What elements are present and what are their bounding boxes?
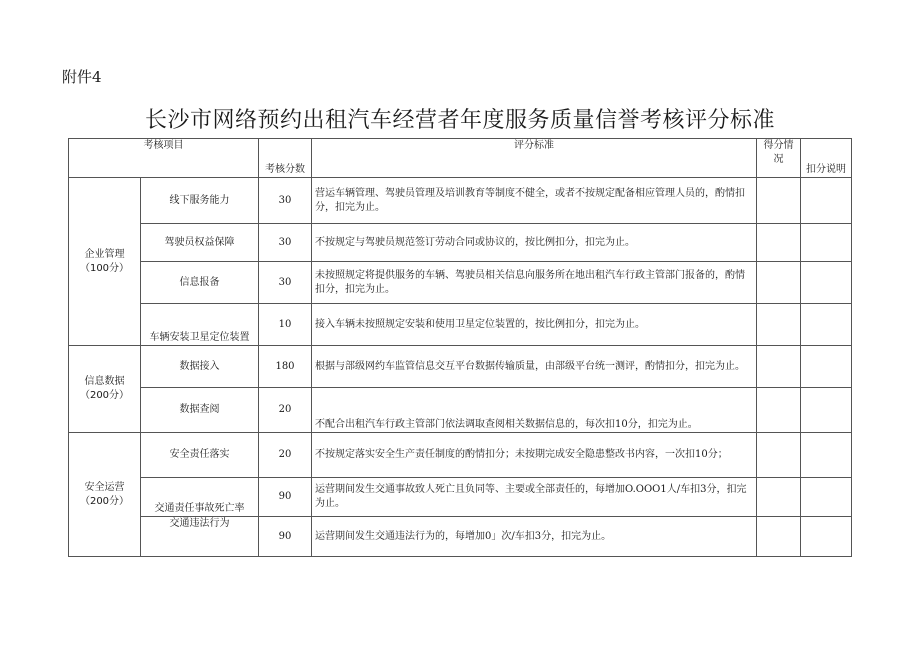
category-name: 企业管理	[84, 248, 125, 260]
attachment-label: 附件4	[62, 68, 102, 86]
category-points: （200分）	[79, 390, 130, 401]
category-points: （200分）	[79, 495, 130, 507]
table-row	[69, 262, 852, 304]
item-name: 信息报备	[141, 262, 259, 304]
table-row	[69, 304, 852, 346]
score-cell	[757, 517, 801, 557]
deduction-cell	[801, 517, 852, 557]
category-name: 安全运营	[84, 481, 125, 493]
deduction-cell	[801, 178, 852, 224]
score-cell	[757, 388, 801, 433]
score-cell	[757, 178, 801, 224]
category-name: 信息数据	[84, 376, 125, 387]
deduction-cell	[801, 224, 852, 262]
header-item: 考核项目	[69, 139, 259, 178]
item-points: 20	[259, 388, 312, 433]
item-criteria: 未按照规定将提供服务的车辆、驾驶员相关信息向服务所在地出租汽车行政主管部门报备的，酌情扣分，扣完为止。	[312, 262, 757, 304]
deduction-cell	[801, 478, 852, 517]
item-points: 180	[259, 346, 312, 388]
table-row	[69, 178, 852, 224]
score-cell	[757, 433, 801, 478]
table-row	[69, 478, 852, 517]
header-score: 得分情况	[757, 139, 801, 178]
category-cell	[69, 178, 141, 346]
item-criteria: 不配合出租汽车行政主管部门依法调取查阅相关数据信息的，每次扣10分，扣完为止。	[312, 388, 757, 433]
item-name: 安全责任落实	[141, 433, 259, 478]
score-cell	[757, 262, 801, 304]
item-criteria: 接入车辆未按照规定安装和使用卫星定位装置的，按比例扣分，扣完为止。	[312, 304, 757, 346]
table-row	[69, 388, 852, 433]
item-points: 90	[259, 517, 312, 557]
deduction-cell	[801, 388, 852, 433]
item-name: 交通责任事故死亡率	[141, 478, 259, 517]
category-cell	[69, 346, 141, 433]
item-name: 交通违法行为	[141, 517, 259, 557]
deduction-cell	[801, 262, 852, 304]
table-row	[69, 433, 852, 478]
item-criteria: 根据与部级网约车监管信息交互平台数据传输质量，由部级平台统一测评，酌情扣分，扣完为止。	[312, 346, 757, 388]
item-name: 车辆安装卫星定位装置	[141, 304, 259, 346]
header-deduction: 扣分说明	[801, 139, 852, 178]
item-points: 30	[259, 178, 312, 224]
table-row	[69, 517, 852, 557]
category-cell	[69, 433, 141, 557]
header-row	[69, 139, 852, 178]
deduction-cell	[801, 304, 852, 346]
scoring-table	[68, 138, 852, 557]
deduction-cell	[801, 433, 852, 478]
score-cell	[757, 346, 801, 388]
item-name: 数据接入	[141, 346, 259, 388]
item-points: 30	[259, 262, 312, 304]
deduction-cell	[801, 346, 852, 388]
item-points: 10	[259, 304, 312, 346]
item-name: 驾驶员权益保障	[141, 224, 259, 262]
score-cell	[757, 224, 801, 262]
document-title: 长沙市网络预约出租汽车经营者年度服务质量信誉考核评分标准	[144, 108, 775, 133]
header-criteria: 评分标准	[312, 139, 757, 178]
table-row	[69, 224, 852, 262]
item-criteria: 不按规定与驾驶员规范签订劳动合同或协议的，按比例扣分，扣完为止。	[312, 224, 757, 262]
item-name: 数据查阅	[141, 388, 259, 433]
score-cell	[757, 304, 801, 346]
category-points: （100分）	[79, 262, 130, 274]
item-criteria: 不按规定落实安全生产责任制度的酌情扣分；未按期完成安全隐患整改书内容，一次扣10分；	[312, 433, 757, 478]
item-points: 90	[259, 478, 312, 517]
item-points: 30	[259, 224, 312, 262]
item-criteria: 运营期间发生交通事故致人死亡且负同等、主要或全部责任的，每增加O.OOO1人/车扣3分，扣完为止。	[312, 478, 757, 517]
item-criteria: 运营期间发生交通违法行为的，每增加0」次/车扣3分，扣完为止。	[312, 517, 757, 557]
item-criteria: 营运车辆管理、驾驶员管理及培训教育等制度不健全，或者不按规定配备相应管理人员的，酌情扣分，扣完为止。	[312, 178, 757, 224]
header-points: 考核分数	[259, 139, 312, 178]
item-name: 线下服务能力	[141, 178, 259, 224]
table-row	[69, 346, 852, 388]
item-points: 20	[259, 433, 312, 478]
score-cell	[757, 478, 801, 517]
